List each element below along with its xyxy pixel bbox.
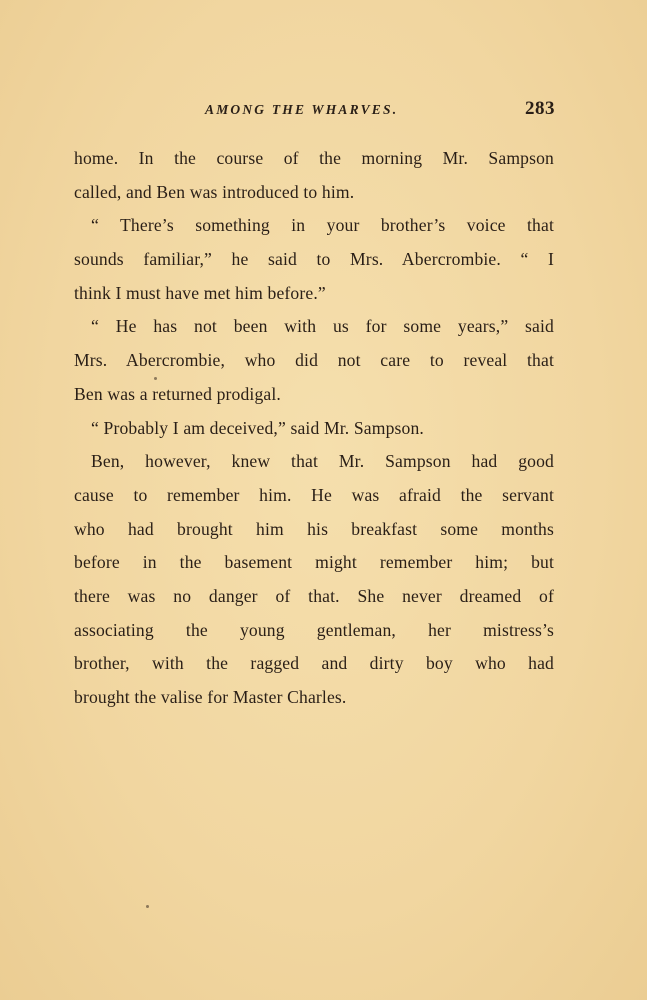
text-line: home. In the course of the morning Mr. Sampson — [74, 148, 554, 168]
text-line: brother, with the ragged and dirty boy who had — [74, 653, 554, 674]
body-text — [74, 142, 554, 715]
text-line: sounds familiar,” he said to Mrs. Abercrombie. “ I — [74, 249, 554, 270]
text-line: “ He has not been with us for some years,” said — [91, 316, 554, 337]
text-line: before in the basement might remember him; but — [74, 552, 554, 573]
running-title: AMONG THE WHARVES. — [205, 102, 399, 117]
text-line: Mrs. Abercrombie, who did not care to reveal that — [74, 350, 554, 371]
text-line: called, and Ben was introduced to him. — [74, 181, 355, 202]
text-line: “ There’s something in your brother’s voice that — [91, 215, 554, 236]
ink-fleck — [154, 377, 157, 380]
text-line: brought the valise for Master Charles. — [74, 687, 347, 707]
page-number: 283 — [525, 98, 555, 119]
text-line: “ Probably I am deceived,” said Mr. Sampson. — [91, 417, 424, 438]
text-line: think I must have met him before.” — [74, 282, 326, 303]
text-line: who had brought him his breakfast some months — [74, 518, 554, 539]
text-line: there was no danger of that. She never dreamed of — [74, 585, 554, 606]
ink-fleck — [146, 905, 149, 908]
text-line: associating the young gentleman, her mistress’s — [74, 619, 554, 640]
text-line: Ben was a returned prodigal. — [74, 383, 281, 404]
text-line: cause to remember him. He was afraid the servant — [74, 484, 554, 505]
text-line: Ben, however, knew that Mr. Sampson had good — [91, 451, 554, 472]
running-head — [200, 100, 600, 124]
